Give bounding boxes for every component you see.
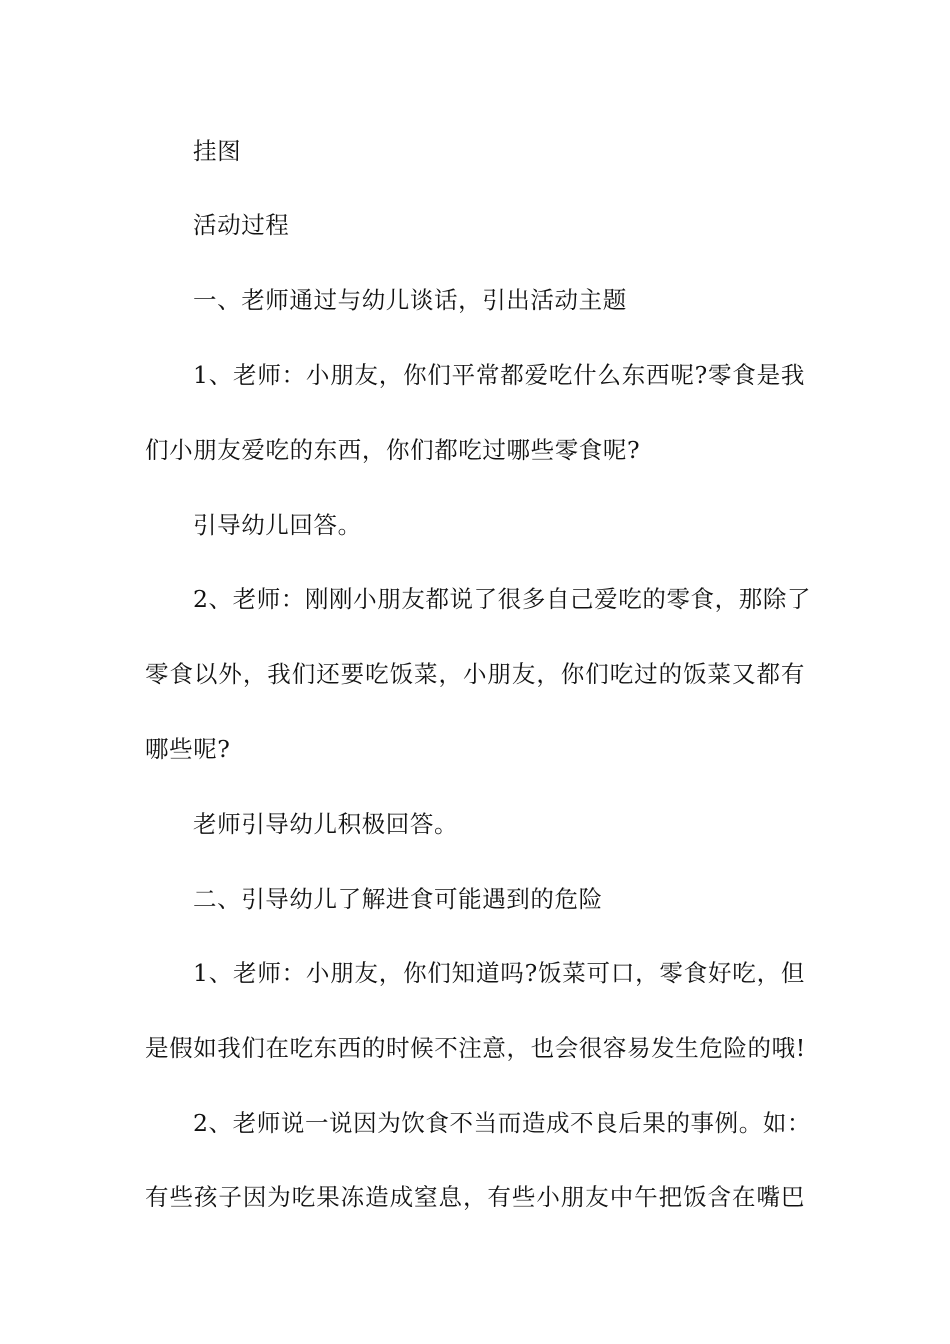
paragraph-line: 引导幼儿回答。 bbox=[193, 511, 362, 539]
paragraph-line: 是假如我们在吃东西的时候不注意，也会很容易发生危险的哦! bbox=[145, 1034, 806, 1062]
paragraph-line: 1、老师：小朋友，你们平常都爱吃什么东西呢?零食是我 bbox=[193, 361, 805, 389]
materials-label: 挂图 bbox=[193, 137, 242, 165]
section-heading-part-one: 一、老师通过与幼儿谈话，引出活动主题 bbox=[193, 286, 627, 314]
paragraph-line: 们小朋友爱吃的东西，你们都吃过哪些零食呢? bbox=[145, 436, 641, 464]
section-heading-part-two: 二、引导幼儿了解进食可能遇到的危险 bbox=[193, 885, 603, 913]
paragraph-line: 1、老师：小朋友，你们知道吗?饭菜可口，零食好吃，但 bbox=[193, 959, 805, 987]
paragraph-line: 2、老师说一说因为饮食不当而造成不良后果的事例。如： bbox=[193, 1109, 812, 1137]
paragraph-line: 哪些呢? bbox=[145, 735, 231, 763]
paragraph-line: 有些孩子因为吃果冻造成窒息，有些小朋友中午把饭含在嘴巴 bbox=[145, 1183, 805, 1211]
section-heading-activity-process: 活动过程 bbox=[193, 211, 290, 239]
paragraph-line: 2、老师：刚刚小朋友都说了很多自己爱吃的零食，那除了 bbox=[193, 585, 812, 613]
paragraph-line: 老师引导幼儿积极回答。 bbox=[193, 810, 459, 838]
paragraph-line: 零食以外，我们还要吃饭菜，小朋友，你们吃过的饭菜又都有 bbox=[145, 660, 805, 688]
